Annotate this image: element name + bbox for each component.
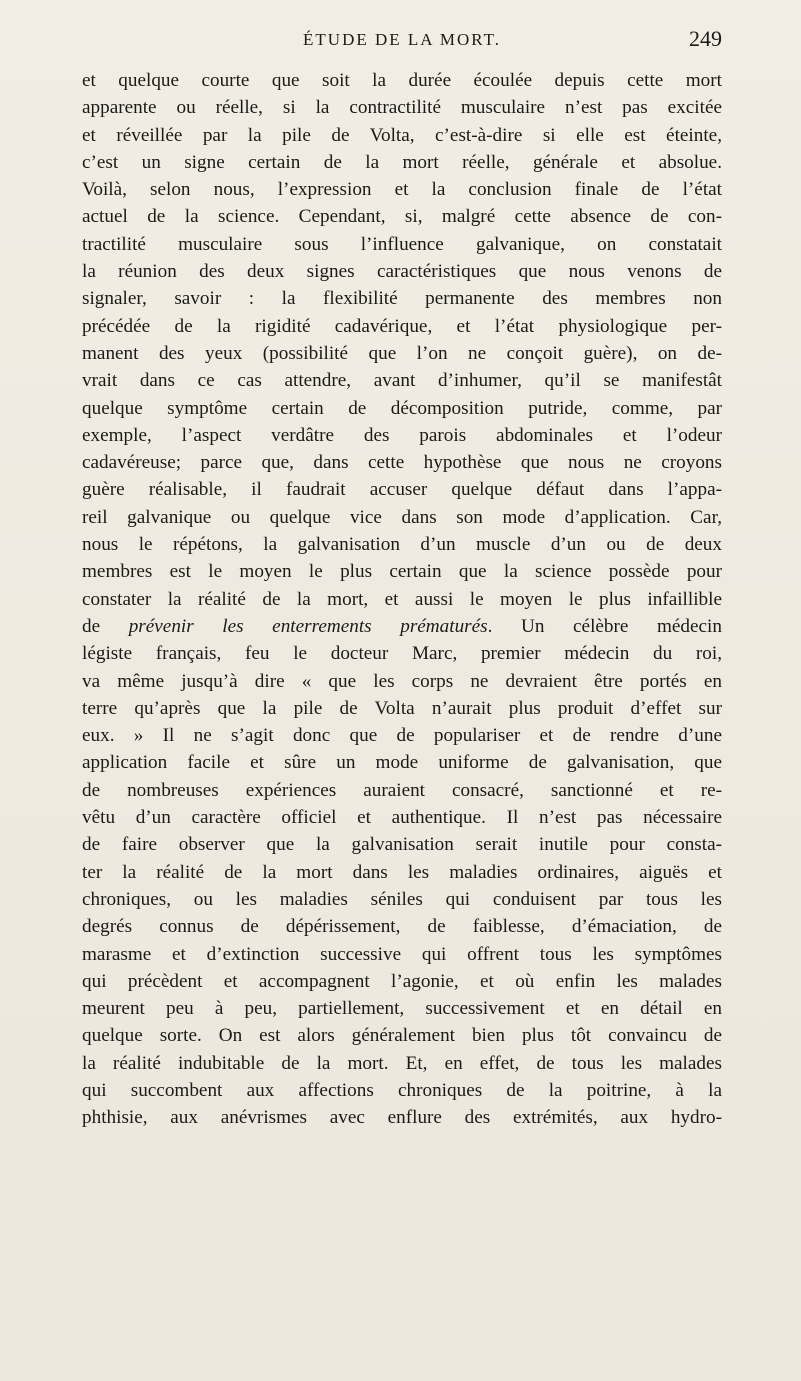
text-line: signaler, savoir : la flexibilité permanente des membres non bbox=[82, 288, 722, 310]
text-line: constater la réalité de la mort, et aussi le moyen le plus infaillible bbox=[82, 588, 722, 610]
text-line: membres est le moyen le plus certain que la science possède pour bbox=[82, 561, 722, 583]
text-line: quelque sorte. On est alors généralement bien plus tôt convaincu de bbox=[82, 1025, 722, 1047]
text-line: ter la réalité de la mort dans les maladies ordinaires, aiguës et bbox=[82, 861, 722, 883]
text-line: actuel de la science. Cependant, si, malgré cette absence de con- bbox=[82, 206, 722, 228]
text-line: la réunion des deux signes caractéristiques que nous venons de bbox=[82, 261, 722, 283]
text-line: Voilà, selon nous, l’expression et la conclusion finale de l’état bbox=[82, 179, 722, 201]
text-line: apparente ou réelle, si la contractilité musculaire n’est pas excitée bbox=[82, 97, 722, 119]
text-line: marasme et d’extinction successive qui offrent tous les symptômes bbox=[82, 943, 722, 965]
text-line: chroniques, ou les maladies séniles qui conduisent par tous les bbox=[82, 888, 722, 910]
text-line: tractilité musculaire sous l’influence galvanique, on constatait bbox=[82, 233, 722, 255]
page-header bbox=[82, 26, 722, 56]
text-line: précédée de la rigidité cadavérique, et l’état physiologique per- bbox=[82, 315, 722, 337]
text-line: qui précèdent et accompagnent l’agonie, et où enfin les malades bbox=[82, 970, 722, 992]
text-line: vêtu d’un caractère officiel et authentique. Il n’est pas nécessaire bbox=[82, 807, 722, 829]
text-line: c’est un signe certain de la mort réelle, générale et absolue. bbox=[82, 151, 722, 173]
text-line: qui succombent aux affections chroniques de la poitrine, à la bbox=[82, 1079, 722, 1101]
text-line: exemple, l’aspect verdâtre des parois abdominales et l’odeur bbox=[82, 424, 722, 446]
italic-phrase: prévenir les enterrements prématurés bbox=[128, 615, 488, 637]
text-line: degrés connus de dépérissement, de faiblesse, d’émaciation, de bbox=[82, 916, 722, 938]
text-segment: . Un célèbre médecin bbox=[487, 615, 722, 637]
text-line: et quelque courte que soit la durée écoulée depuis cette mort bbox=[82, 70, 722, 91]
text-line: application facile et sûre un mode uniforme de galvanisation, que bbox=[82, 752, 722, 774]
text-line: légiste français, feu le docteur Marc, premier médecin du roi, bbox=[82, 643, 722, 665]
text-line: de faire observer que la galvanisation serait inutile pour consta- bbox=[82, 834, 722, 856]
text-line: terre qu’après que la pile de Volta n’aurait plus produit d’effet sur bbox=[82, 697, 722, 719]
text-line: eux. » Il ne s’agit donc que de populariser et de rendre d’une bbox=[82, 725, 722, 747]
page-number: 249 bbox=[689, 26, 722, 51]
text-line: quelque symptôme certain de décomposition putride, comme, par bbox=[82, 397, 722, 419]
text-line: phthisie, aux anévrismes avec enflure des extrémités, aux hydro- bbox=[82, 1107, 722, 1129]
text-line-with-italic bbox=[82, 613, 722, 640]
text-line: nous le répétons, la galvanisation d’un muscle d’un ou de deux bbox=[82, 534, 722, 556]
text-line: reil galvanique ou quelque vice dans son mode d’application. Car, bbox=[82, 506, 722, 528]
text-segment: de bbox=[82, 615, 129, 637]
text-line: de nombreuses expériences auraient consacré, sanctionné et re- bbox=[82, 779, 722, 801]
running-title: ÉTUDE DE LA MORT. bbox=[303, 30, 501, 49]
text-line: manent des yeux (possibilité que l’on ne conçoit guère), on de- bbox=[82, 342, 722, 364]
text-line: va même jusqu’à dire « que les corps ne devraient être portés en bbox=[82, 670, 722, 692]
text-line: guère réalisable, il faudrait accuser quelque défaut dans l’appa- bbox=[82, 479, 722, 501]
text-line: la réalité indubitable de la mort. Et, en effet, de tous les malades bbox=[82, 1052, 722, 1074]
body-text bbox=[82, 67, 722, 1132]
text-line: meurent peu à peu, partiellement, successivement et en détail en bbox=[82, 998, 722, 1020]
text-line: vrait dans ce cas attendre, avant d’inhumer, qu’il se manifestât bbox=[82, 370, 722, 392]
text-line: et réveillée par la pile de Volta, c’est-à-dire si elle est éteinte, bbox=[82, 124, 722, 146]
text-line: cadavéreuse; parce que, dans cette hypothèse que nous ne croyons bbox=[82, 452, 722, 474]
